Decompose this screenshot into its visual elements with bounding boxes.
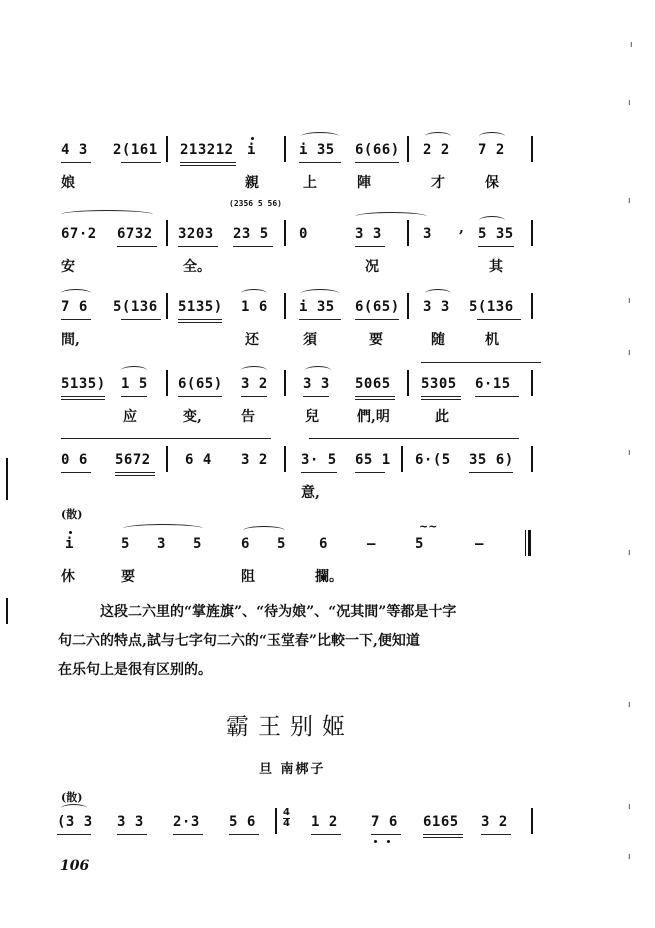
lyric: 变, (183, 409, 202, 425)
bar-line (166, 293, 168, 319)
note-group: 7 2 (478, 142, 505, 158)
lyric: 阻 (241, 569, 255, 585)
bar-line (166, 370, 168, 396)
bar-line (284, 293, 286, 319)
note-group: 5 6 (229, 814, 256, 830)
bar-line (531, 808, 533, 834)
lyric: 还 (245, 332, 259, 348)
note-group: 1 6 (241, 299, 268, 315)
beam-line (233, 246, 273, 247)
lyric: 才 (431, 175, 445, 191)
notation-row (55, 536, 545, 556)
beam-line (355, 246, 385, 247)
lyric: 保 (485, 175, 499, 191)
lyric: 間, (61, 332, 80, 348)
beam-line (481, 834, 511, 835)
note-group: 4 3 (61, 142, 88, 158)
note-group: 1 5 (121, 376, 148, 392)
notation-row (55, 299, 545, 319)
note-group: 5(136 (469, 299, 514, 315)
beam-line (180, 162, 236, 163)
note-group: 6165 (423, 814, 459, 830)
note: – (475, 536, 484, 552)
bar-line (407, 136, 409, 162)
octave-dot (374, 840, 377, 843)
beam-line (423, 834, 463, 835)
beam-line (173, 834, 203, 835)
note: 6 (319, 536, 328, 552)
note: 5 (193, 536, 202, 552)
beam-line (178, 246, 218, 247)
beam-line (61, 162, 91, 163)
slur (241, 289, 267, 298)
note-group: 3 3 (303, 376, 330, 392)
beam-line (57, 834, 91, 835)
bar-line (531, 293, 533, 319)
lyric: 应 (123, 409, 137, 425)
lyrics-row (55, 172, 545, 192)
lyric: 娘 (61, 175, 75, 191)
beam-line (115, 472, 155, 473)
scan-speck: ı (628, 296, 631, 306)
notation-row (55, 226, 545, 246)
paragraph-line: 句二六的特点,試与七字句二六的“玉堂春”比較一下,便知道 (58, 633, 420, 649)
bar-line (166, 220, 168, 246)
slur (243, 526, 285, 535)
note-group: 3 3 (355, 226, 382, 242)
scan-speck: ı (628, 348, 631, 358)
note: 5 (277, 536, 286, 552)
scan-edge-mark (6, 598, 8, 624)
beam-line (355, 162, 399, 163)
note-group: 5 35 (478, 226, 514, 242)
note-group: 5672 (115, 452, 151, 468)
lyric: 随 (431, 332, 445, 348)
slur (61, 289, 91, 298)
beam-line (421, 396, 461, 397)
lyric: 陣 (357, 175, 371, 191)
slur (305, 366, 331, 375)
scan-speck: ı (630, 40, 633, 50)
beam-line (117, 834, 147, 835)
bar-line (531, 136, 533, 162)
bar-line (531, 446, 533, 472)
scan-speck: ı (628, 700, 631, 710)
bar-line (531, 370, 533, 396)
note-group: 23 5 (233, 226, 269, 242)
lyric: 告 (241, 409, 255, 425)
lyrics-row (55, 329, 545, 349)
note-group: 3· 5 (301, 452, 337, 468)
piece-title: 霸王别姬 (226, 714, 354, 740)
note-group: 0 (299, 226, 308, 242)
lyrics-row (55, 406, 545, 426)
note-group: 0 6 (61, 452, 88, 468)
grace-notes: (2356 5 56) (229, 199, 282, 208)
note-group: 35 6) (469, 452, 514, 468)
note-group: 3 2 (241, 452, 268, 468)
lyric: 要 (369, 332, 383, 348)
lyric: 此 (435, 409, 449, 425)
bar-line (401, 446, 403, 472)
bar-line (407, 293, 409, 319)
bar-line (166, 446, 168, 472)
piece-subtitle: 旦 南梆子 (259, 762, 326, 777)
slur (425, 289, 451, 298)
lyric: 机 (485, 332, 499, 348)
note: i (65, 536, 74, 552)
note-group: 5(136 (113, 299, 158, 315)
scan-speck: ı (628, 98, 631, 108)
slur (355, 212, 427, 221)
note-group: i 35 (299, 299, 335, 315)
tempo-marking: (散) (61, 508, 83, 521)
note-group: 3 2 (481, 814, 508, 830)
note-group: 3 2 (241, 376, 268, 392)
beam-line (355, 472, 385, 473)
beam-line (121, 396, 147, 397)
lyric: 們,明 (357, 409, 390, 425)
bar-line (284, 220, 286, 246)
bar-line (275, 808, 277, 834)
note: 5 (415, 536, 424, 552)
final-bar-line (525, 530, 531, 556)
lyric: 親 (245, 175, 259, 191)
beam-line (301, 472, 337, 473)
octave-dot (251, 137, 254, 140)
slur (61, 804, 87, 813)
note-group: 2(161 (113, 142, 158, 158)
lyrics-row (55, 566, 545, 586)
slur (123, 524, 203, 533)
slur (301, 132, 339, 141)
beam-line (423, 837, 463, 838)
beam-line (355, 396, 395, 397)
lyric: 須 (303, 332, 317, 348)
scan-speck: ı (628, 448, 631, 458)
note: – (367, 536, 376, 552)
octave-dot (387, 840, 390, 843)
note-group: 5135) (61, 376, 106, 392)
lyric: 意, (301, 485, 320, 501)
beam-line (303, 396, 329, 397)
time-signature-bottom: 4 (283, 818, 290, 829)
beam-line (117, 246, 157, 247)
paragraph-line: 这段二六里的“掌旌旗”、“待为娘”、“况其間”等都是十字 (100, 604, 457, 620)
tempo-marking: (散) (61, 791, 83, 804)
note-group: 2·3 (173, 814, 200, 830)
beam-line (299, 162, 341, 163)
phrase-line (309, 438, 519, 439)
note-group: 3 3 (117, 814, 144, 830)
beam-line (61, 399, 105, 400)
trill-mark: ~~ (419, 520, 438, 533)
note-group: (3 3 (57, 814, 93, 830)
paragraph-line: 在乐句上是很有区别的。 (58, 662, 212, 678)
commentary-paragraph (58, 598, 558, 685)
lyric: 全。 (183, 259, 211, 275)
notation-row (55, 452, 545, 472)
slur (241, 366, 267, 375)
lyric: 安 (61, 259, 75, 275)
note-group: 1 2 (311, 814, 338, 830)
beam-line (421, 399, 461, 400)
notation-row (55, 376, 545, 396)
beam-line (180, 165, 236, 166)
note-group: 5135) (178, 299, 223, 315)
beam-line (371, 834, 401, 835)
note-group: 6(66) (355, 142, 400, 158)
slur (479, 216, 505, 225)
note-group: 213212 (180, 142, 234, 158)
slur (479, 132, 505, 141)
lyric: 上 (303, 175, 317, 191)
beam-line (299, 319, 341, 320)
beam-line (61, 319, 91, 320)
beam-line (178, 319, 222, 320)
beam-line (355, 319, 399, 320)
note-group: 2 2 (423, 142, 450, 158)
note-group: 3203 (178, 226, 214, 242)
beam-line (355, 399, 395, 400)
note: 5 (121, 536, 130, 552)
lyric: 兒 (305, 409, 319, 425)
time-signature (283, 808, 290, 829)
note-group: i 35 (299, 142, 335, 158)
note-group: 5305 (421, 376, 457, 392)
beam-line (477, 319, 521, 320)
note-group: 3 (423, 226, 432, 242)
note-group: 6 4 (185, 452, 212, 468)
bar-line (284, 446, 286, 472)
note: 3 (157, 536, 166, 552)
beam-line (311, 834, 341, 835)
time-signature-top: 4 (283, 807, 290, 818)
page-number: 106 (60, 858, 90, 874)
note-group: 6732 (117, 226, 153, 242)
octave-dot (69, 531, 72, 534)
lyric: 况 (365, 259, 379, 275)
bar-line (166, 136, 168, 162)
note: 6 (241, 536, 250, 552)
lyric: 休 (61, 569, 75, 585)
note-group: i (247, 142, 256, 158)
beam-line (61, 396, 105, 397)
note-group: 5065 (355, 376, 391, 392)
beam-line (469, 472, 513, 473)
beam-line (121, 162, 161, 163)
phrase-line (421, 362, 541, 363)
beam-line (229, 834, 259, 835)
lyrics-row (55, 482, 545, 502)
note-group: 6(65) (178, 376, 223, 392)
beam-line (475, 396, 519, 397)
note-group: 6·(5 (415, 452, 451, 468)
scan-speck: ı (628, 852, 631, 862)
notation-row (55, 814, 545, 834)
beam-line (115, 475, 155, 476)
breath-mark: , (459, 220, 464, 236)
notation-row (55, 142, 545, 162)
beam-line (178, 396, 222, 397)
bar-line (407, 220, 409, 246)
bar-line (531, 220, 533, 246)
slur (121, 366, 147, 375)
slur (301, 289, 339, 298)
slur (425, 132, 451, 141)
note-group: 6(65) (355, 299, 400, 315)
bar-line (284, 370, 286, 396)
beam-line (178, 322, 222, 323)
note-group: 7 6 (371, 814, 398, 830)
phrase-line (61, 438, 271, 439)
lyrics-row (55, 256, 545, 276)
lyric: 攔。 (315, 569, 343, 585)
beam-line (61, 472, 91, 473)
lyric: 其 (489, 259, 503, 275)
bar-line (284, 136, 286, 162)
lyric: 要 (121, 569, 135, 585)
note-group: 65 1 (355, 452, 391, 468)
beam-line (121, 319, 161, 320)
note-group: 6·15 (475, 376, 511, 392)
scan-speck: ı (628, 802, 631, 812)
scan-speck: ı (628, 196, 631, 206)
note-group: 7 6 (61, 299, 88, 315)
note-group: 67·2 (61, 226, 97, 242)
beam-line (478, 246, 514, 247)
bar-line (407, 370, 409, 396)
note-group: 3 3 (423, 299, 450, 315)
slur (61, 210, 153, 219)
scan-edge-mark (6, 458, 8, 500)
beam-line (241, 396, 267, 397)
scan-speck: ı (628, 548, 631, 558)
